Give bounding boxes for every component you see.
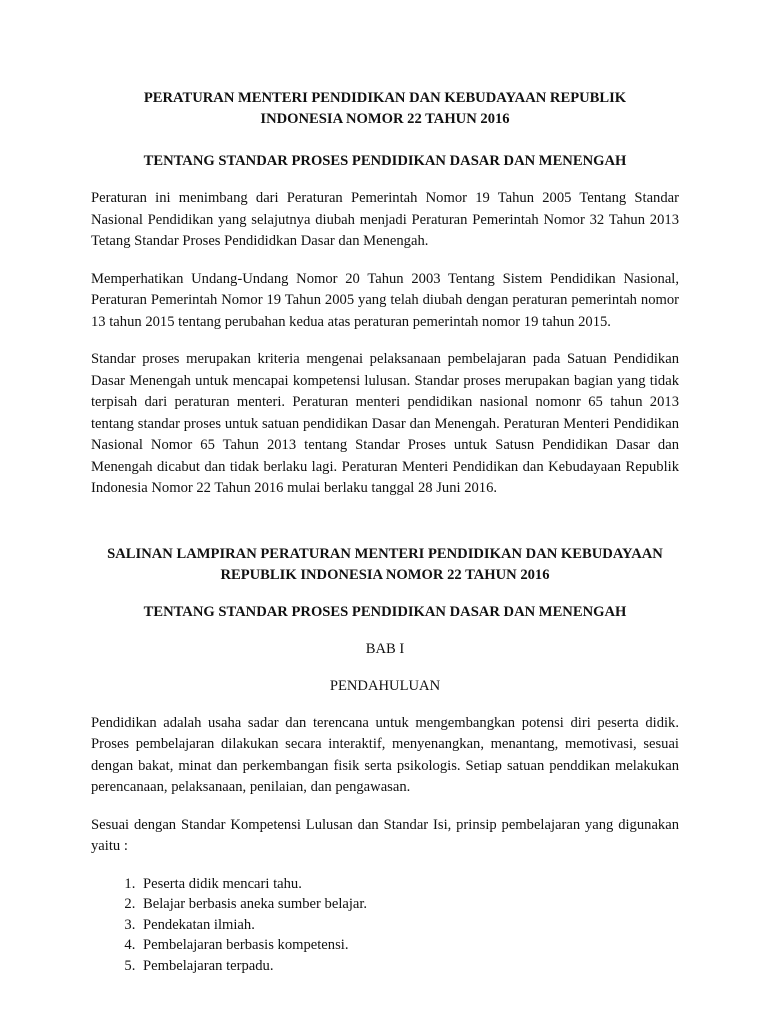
paragraph-standar-proses: Standar proses merupakan kriteria mengenai pelaksanaan pembelajaran pada Satuan Pendidikan Dasar Menengah untuk mencapai kompetensi lulusan. Standar proses merupakan bagian yang tidak terpisah dari peraturan menteri. Peraturan menteri pendidikan nasional nomonr 65 tahun 2013 tentang standar proses untuk satuan pendidikan Dasar dan Menengah. Peraturan Menteri Pendidikan Nasional Nomor 65 Tahun 2013 tentang Standar Proses untuk Satusn Pendidikan Dasar dan Menengah dicabut dan tidak berlaku lagi. Peraturan Menteri Pendidikan dan Kebudayaan Republik Indonesia Nomor 22 Tahun 2016 mulai berlaku tanggal 28 Juni 2016. bbox=[91, 351, 679, 496]
list-item: 5. Pembelajaran terpadu. bbox=[139, 956, 679, 977]
principles-list bbox=[91, 874, 679, 977]
lampiran-title bbox=[91, 544, 679, 586]
paragraph-prinsip-intro: Sesuai dengan Standar Kompetensi Lulusan dan Standar Isi, prinsip pembelajaran yang digunakan yaitu : bbox=[91, 816, 679, 854]
list-item: 4. Pembelajaran berbasis kompetensi. bbox=[139, 935, 679, 956]
paragraph-memperhatikan: Memperhatikan Undang-Undang Nomor 20 Tahun 2003 Tentang Sistem Pendidikan Nasional, Peraturan Pemerintah Nomor 19 Tahun 2005 yang telah diubah dengan peraturan pemerintah nomor 13 tahun 2015 tentang perubahan kedua atas peraturan pemerintah nomor 19 tahun 2015. bbox=[91, 270, 679, 330]
lampiran-subtitle: TENTANG STANDAR PROSES PENDIDIKAN DASAR DAN MENENGAH bbox=[143, 603, 627, 620]
document-subtitle: TENTANG STANDAR PROSES PENDIDIKAN DASAR DAN MENENGAH bbox=[143, 153, 627, 169]
paragraph-menimbang: Peraturan ini menimbang dari Peraturan Pemerintah Nomor 19 Tahun 2005 Tentang Standar Nasional Pendidikan yang selajutnya diubah menjadi Peraturan Pemerintah Nomor 32 Tahun 2013 Tetang Standar Proses Pendididkan Dasar dan Menengah. bbox=[91, 190, 679, 249]
chapter-title: PENDAHULUAN bbox=[329, 677, 441, 694]
document-title-line-2: INDONESIA NOMOR 22 TAHUN 2016 bbox=[260, 111, 510, 127]
list-item: 1. Peserta didik mencari tahu. bbox=[139, 874, 679, 895]
list-item: 2. Belajar berbasis aneka sumber belajar. bbox=[139, 894, 679, 915]
document-page bbox=[91, 88, 679, 976]
lampiran-title-line-1: SALINAN LAMPIRAN PERATURAN MENTERI PENDIDIKAN DAN KEBUDAYAAN bbox=[107, 545, 663, 562]
document-title-line-1: PERATURAN MENTERI PENDIDIKAN DAN KEBUDAYAAN REPUBLIK bbox=[143, 90, 627, 106]
document-title bbox=[91, 88, 679, 130]
paragraph-pendidikan: Pendidikan adalah usaha sadar dan terencana untuk mengembangkan potensi diri peserta didik. Proses pembelajaran dilakukan secara interaktif, menyenangkan, menantang, memotivasi, sesuai dengan bakat, minat dan perkembangan fisik serta psikologis. Setiap satuan penddikan melakukan perencanaan, pelaksanaan, penilaian, dan pengawasan. bbox=[91, 714, 679, 795]
lampiran-title-line-2: REPUBLIK INDONESIA NOMOR 22 TAHUN 2016 bbox=[220, 566, 550, 583]
list-item: 3. Pendekatan ilmiah. bbox=[139, 915, 679, 936]
chapter-number: BAB I bbox=[365, 640, 405, 657]
